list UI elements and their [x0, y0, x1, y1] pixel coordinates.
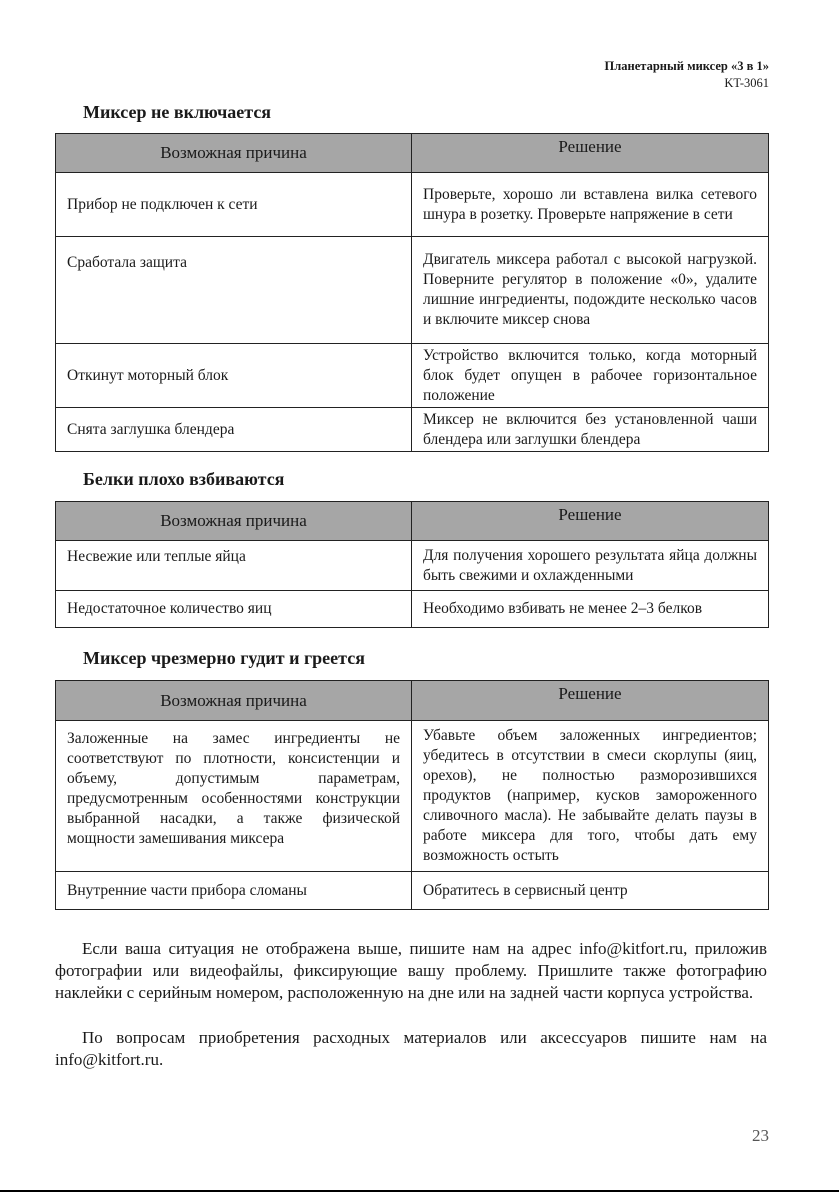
solution-cell: Двигатель миксера работал с высокой нагрузкой. Поверните регулятор в положение «0», удалите лишние ингредиенты, подождите несколько часов и включите миксер снова [412, 237, 769, 344]
contact-paragraph: Если ваша ситуация не отображена выше, пишите нам на адрес info@kitfort.ru, приложив фотографии или видеофайлы, фиксирующие вашу проблему. Пришлите также фотографию наклейки с серийным номером, расположенную на дне или на задней части корпуса устройства. [55, 939, 767, 1002]
cause-cell: Заложенные на замес ингредиенты не соответствуют по плотности, консистенции и объему, допустимым параметрам, предусмотренным особенностями конструкции выбранной насадки, а также физической мощности замешивания миксера [56, 721, 412, 872]
solution-cell: Проверьте, хорошо ли вставлена вилка сетевого шнура в розетку. Проверьте напряжение в сети [412, 173, 769, 237]
section-title-not-turning-on: Миксер не включается [83, 102, 272, 122]
accessories-paragraph: По вопросам приобретения расходных материалов или аксессуаров пишите нам на info@kitfort.ru. [55, 1028, 767, 1069]
solution-cell: Необходимо взбивать не менее 2–3 белков [412, 591, 769, 628]
table-header-row [56, 134, 769, 173]
table-row [56, 541, 769, 591]
page-header [605, 58, 769, 92]
cause-cell: Откинут моторный блок [56, 344, 412, 408]
table-header-row [56, 681, 769, 721]
section-title-humming-overheating: Миксер чрезмерно гудит и греется [83, 648, 365, 668]
solution-cell: Убавьте объем заложенных ингредиентов; убедитесь в отсутствии в смеси скорлупы (яиц, орехов), не полностью разморозившихся продуктов (например, кусков замороженного сливочного масла). Не забывайте делать паузы в работе миксера для того, чтобы дать ему возможность остыть [412, 721, 769, 872]
bottom-rule [0, 1190, 839, 1192]
solution-cell: Миксер не включится без установленной чаши блендера или заглушки блендера [412, 408, 769, 452]
column-header-solution: Решение [412, 502, 769, 541]
solution-cell: Устройство включится только, когда моторный блок будет опущен в рабочее горизонтальное положение [412, 344, 769, 408]
cause-cell: Прибор не подключен к сети [56, 173, 412, 237]
table-row [56, 721, 769, 872]
column-header-solution: Решение [412, 134, 769, 173]
table-row [56, 591, 769, 628]
cause-cell: Снята заглушка блендера [56, 408, 412, 452]
table-row [56, 344, 769, 408]
column-header-cause: Возможная причина [56, 502, 412, 541]
cause-cell: Внутренние части прибора сломаны [56, 872, 412, 910]
column-header-cause: Возможная причина [56, 681, 412, 721]
table-row [56, 173, 769, 237]
page-number: 23 [752, 1126, 769, 1145]
table-row [56, 408, 769, 452]
troubleshooting-table-whites [55, 501, 769, 628]
column-header-cause: Возможная причина [56, 134, 412, 173]
section-title-whites-not-whipping: Белки плохо взбиваются [83, 469, 285, 489]
model-number: KT-3061 [724, 76, 769, 90]
cause-cell: Недостаточное количество яиц [56, 591, 412, 628]
solution-cell: Для получения хорошего результата яйца должны быть свежими и охлажденными [412, 541, 769, 591]
table-header-row [56, 502, 769, 541]
solution-cell: Обратитесь в сервисный центр [412, 872, 769, 910]
column-header-solution: Решение [412, 681, 769, 721]
table-row [56, 872, 769, 910]
cause-cell: Несвежие или теплые яйца [56, 541, 412, 591]
troubleshooting-table-overheating [55, 680, 769, 910]
cause-cell: Сработала защита [56, 237, 412, 344]
troubleshooting-table-not-turning-on [55, 133, 769, 452]
table-row [56, 237, 769, 344]
product-title: Планетарный миксер «3 в 1» [604, 59, 769, 73]
